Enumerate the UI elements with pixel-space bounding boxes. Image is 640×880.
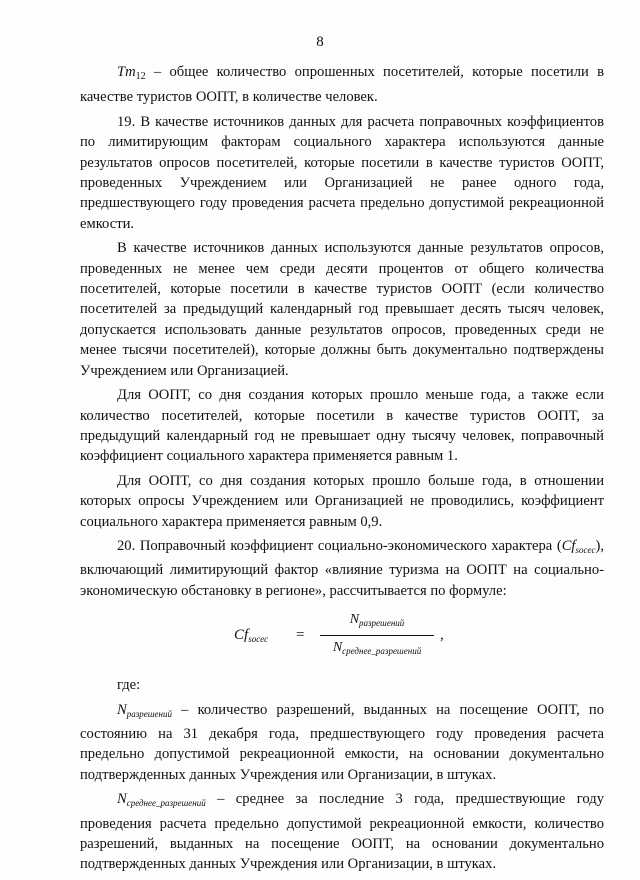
numerator-symbol: N (349, 612, 360, 628)
paragraph-data-sources: В качестве источников данных используются данные результатов опросов, проведенных не менее чем среди десяти процентов от общего количества посетителей, которые посетили в качестве туристов ООПТ (если количество посетителей за предыдущий календарный год превышает десять тысяч человек, допускается использовать данные результатов опросов, проведенных среди не менее тысячи посетителей), которые должны быть документально подтверждены Учреждением или Организацией. (80, 240, 604, 379)
page-number: 8 (316, 34, 324, 50)
n-avg-definition-text: – среднее за последние 3 года, предшествующие году проведения расчета предельно допустимой рекреационной емкости, количество разрешений, выданных на посещение ООПТ, на основании документально подтвержденных данных Учреждения или Организации, в штуках. (80, 791, 604, 873)
where-label: где: (117, 677, 141, 694)
p20-lead-text: 20. Поправочный коэффициент социально-экономического характера ( (117, 537, 562, 554)
formula-cf-socec (80, 609, 604, 665)
formula-equals: = (296, 627, 305, 644)
n-avg-symbol: N (117, 791, 127, 808)
tm-symbol: Tm (117, 64, 136, 80)
denominator-subscript: среднее_разрешений (342, 646, 422, 657)
paragraph-tm12-definition (80, 62, 604, 108)
paragraph-20 (80, 536, 604, 601)
tm-subscript: 12 (135, 71, 146, 82)
paragraph-19: 19. В качестве источников данных для расчета поправочных коэффициентов по лимитирующим факторам социального характера используются данные результатов опросов посетителей, которые посетили в качестве туристов ООПТ, проведенных Учреждением или Организацией не ранее одного года, предшествующего году проведения расчета предельно допустимой рекреационной емкости. (80, 113, 604, 232)
formula-lhs-symbol: Cf (234, 627, 249, 644)
formula-fraction (320, 609, 434, 661)
formula-trailing-comma: , (440, 627, 444, 644)
tm-definition-text: – общее количество опрошенных посетителей, которые посетили в качестве туристов ООПТ, в количестве человек. (80, 64, 604, 106)
n-subscript: разрешений (126, 708, 172, 719)
cf-symbol: Cf (561, 537, 576, 554)
formula-numerator (320, 609, 434, 634)
paragraph-less-than-year: Для ООПТ, со дня создания которых прошло меньше года, а также если количество посетителей, которые посетили в качестве туристов ООПТ, за предыдущий календарный год не превышает одну тысячу человек, поправочный коэффициент социального характера применяется равным 1. (80, 387, 604, 465)
formula-denominator (320, 638, 434, 661)
definition-n-permits (80, 700, 604, 786)
n-symbol: N (117, 701, 127, 718)
document-body (80, 62, 604, 879)
fraction-bar (320, 635, 434, 636)
formula-lhs-subscript: socec (248, 634, 269, 645)
cf-subscript: socec (575, 544, 596, 555)
p20-rest-text: ), включающий лимитирующий фактор «влияние туризма на ООПТ на социально-экономическую обстановку в регионе», рассчитывается по формуле: (80, 537, 604, 599)
paragraph-more-than-year: Для ООПТ, со дня создания которых прошло больше года, в отношении которых опросы Учреждением или Организацией не проводились, коэффициент социального характера применяется равным 0,9. (80, 472, 604, 530)
numerator-subscript: разрешений (359, 618, 405, 629)
n-avg-subscript: среднее_разрешений (126, 798, 206, 809)
n-definition-text: – количество разрешений, выданных на посещение ООПТ, по состоянию на 31 декабря года, предшествующего году проведения расчета предельно допустимой рекреационной емкости, на основании документально подтвержденных данных Учреждения или Организации, в штуках. (80, 701, 604, 783)
formula-lhs (234, 625, 268, 649)
denominator-symbol: N (332, 640, 343, 656)
definition-n-average-permits (80, 789, 604, 875)
